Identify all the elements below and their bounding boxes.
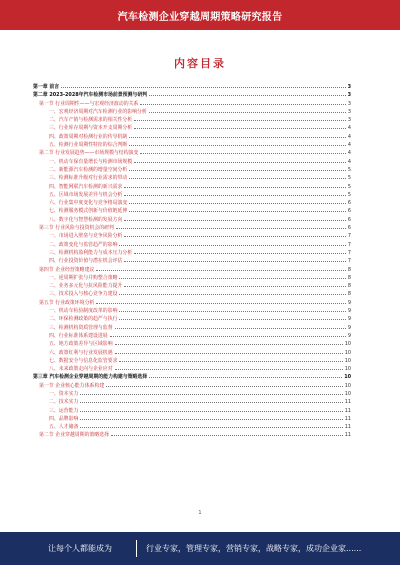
toc-leader-dots — [115, 348, 343, 354]
toc-entry[interactable] — [33, 107, 351, 115]
toc-leader-dots — [119, 356, 342, 362]
toc-entry[interactable] — [33, 90, 351, 98]
toc-entry-label: 一、逆周期扩张与并购整合策略 — [49, 274, 118, 281]
toc-leader-dots — [124, 215, 346, 221]
toc-entry-label: 第一章 前言 — [33, 84, 60, 90]
toc-entry[interactable] — [33, 430, 351, 438]
toc-leader-dots — [124, 256, 346, 262]
toc-entry-page: 9 — [347, 324, 351, 331]
toc-entry-label: 二、政策变化与监管趋严的影响 — [49, 241, 118, 248]
toc-entry[interactable] — [33, 289, 351, 297]
report-header-bar — [0, 0, 400, 30]
toc-entry-label: 三、检测机构资质管理与监督 — [49, 324, 113, 331]
toc-entry-page: 9 — [347, 299, 351, 306]
toc-entry-page: 7 — [347, 258, 351, 265]
toc-entry-label: 四、品牌影响 — [49, 415, 79, 422]
toc-entry-label: 二、环保检测政策的趋严与执行 — [49, 316, 118, 323]
toc-leader-dots — [129, 140, 346, 146]
toc-entry[interactable] — [33, 273, 351, 281]
toc-entry-page: 8 — [347, 283, 351, 290]
toc-entry-page: 11 — [344, 407, 351, 414]
toc-entry[interactable] — [33, 356, 351, 364]
toc-entry-page: 8 — [347, 274, 351, 281]
toc-entry[interactable] — [33, 372, 351, 380]
toc-entry-label: 第三章 汽车检测企业穿越周期的能力构建与策略选择 — [33, 374, 148, 381]
toc-entry[interactable] — [33, 140, 351, 148]
toc-entry-label: 六、政策红利与行业发展机遇 — [49, 349, 113, 356]
toc-entry-page: 4 — [347, 125, 351, 132]
toc-entry-label: 五、检测行业周期性特征的综合判断 — [49, 142, 128, 149]
toc-entry-page: 8 — [347, 291, 351, 298]
toc-entry-label: 六、行业集中度变化与竞争格局演变 — [49, 200, 128, 207]
toc-entry-page: 10 — [344, 357, 351, 364]
toc-leader-dots — [149, 90, 345, 96]
toc-leader-dots — [134, 123, 346, 129]
toc-leader-dots — [80, 406, 342, 412]
toc-leader-dots — [115, 323, 346, 329]
toc-entry[interactable] — [33, 331, 351, 339]
toc-entry-label: 四、智能网联汽车检测的新兴需求 — [49, 183, 123, 190]
toc-entry-label: 第四节 企业经营策略建议 — [39, 266, 95, 273]
toc-entry-page: 5 — [347, 183, 351, 190]
toc-entry[interactable] — [33, 298, 351, 306]
toc-entry[interactable] — [33, 348, 351, 356]
toc-leader-dots — [80, 422, 342, 428]
toc-entry-label: 第一节 行业周期性——与宏观经济波动的关系 — [39, 100, 139, 107]
toc-entry[interactable] — [33, 323, 351, 331]
toc-leader-dots — [80, 397, 342, 403]
toc-entry[interactable] — [33, 389, 351, 397]
toc-entry-page: 11 — [344, 415, 351, 422]
toc-entry-page: 6 — [347, 216, 351, 223]
toc-entry-page: 8 — [347, 266, 351, 273]
footer-divider — [136, 540, 137, 557]
toc-entry[interactable] — [33, 99, 351, 107]
toc-entry-label: 一、机动车保有量增长与检测市场规模 — [49, 158, 133, 165]
toc-entry-label: 第一节 企业核心能力体系构建 — [39, 382, 105, 389]
toc-entry-page: 3 — [347, 108, 351, 115]
toc-entry-label: 一、市场进入壁垒与竞争风险分析 — [49, 233, 123, 240]
toc-entry[interactable] — [33, 148, 351, 156]
toc-leader-dots — [129, 132, 346, 138]
toc-entry[interactable] — [33, 381, 351, 389]
toc-entry-label: 三、行业库存周期与资本开支周期分析 — [49, 125, 133, 132]
toc-leader-dots — [124, 231, 346, 237]
toc-entry-label: 四、政策周期对检测行业的传导机制 — [49, 133, 128, 140]
toc-leader-dots — [149, 372, 342, 378]
toc-entry[interactable] — [33, 339, 351, 347]
toc-entry-label: 一、宏观经济周期对汽车检测行业的影响分析 — [49, 108, 147, 115]
toc-leader-dots — [119, 306, 345, 312]
toc-leader-dots — [129, 206, 346, 212]
toc-entry-label: 四、行业投资价值与潜在机会评估 — [49, 258, 123, 265]
toc-entry-label: 八、数字化与智慧检测的发展方向 — [49, 216, 123, 223]
toc-entry-page: 3 — [347, 117, 351, 124]
toc-entry-label: 一、机动车检验制度改革的影响 — [49, 308, 118, 315]
toc-entry[interactable] — [33, 223, 351, 231]
toc-entry[interactable] — [33, 206, 351, 214]
toc-entry[interactable] — [33, 215, 351, 223]
toc-entry-label: 二、汽车产销与检测需求的相关性分析 — [49, 117, 133, 124]
toc-entry[interactable] — [33, 422, 351, 430]
toc-entry[interactable] — [33, 314, 351, 322]
toc-entry-label: 三、技术投入与核心竞争力建设 — [49, 291, 118, 298]
toc-entry-page: 3 — [347, 92, 351, 99]
toc-entry-page: 10 — [344, 341, 351, 348]
toc-entry-label: 五、人才储备 — [49, 424, 79, 431]
toc-entry[interactable] — [33, 182, 351, 190]
toc-leader-dots — [119, 240, 345, 246]
report-title: 汽车检测企业穿越周期策略研究报告 — [117, 12, 283, 23]
toc-leader-dots — [61, 82, 345, 88]
toc-entry-page: 7 — [347, 233, 351, 240]
toc-entry-label: 第二章 2023-2028年汽车检测市场前景预测与研判 — [33, 92, 148, 99]
toc-leader-dots — [80, 414, 342, 420]
toc-entry-label: 第三节 行业风险与投资机会的研判 — [39, 225, 114, 232]
toc-entry-page: 10 — [344, 366, 351, 373]
toc-entry-label: 第五节 行业政策环境分析 — [39, 299, 95, 306]
toc-entry-label: 三、运营能力 — [49, 407, 79, 414]
toc-leader-dots — [134, 248, 346, 254]
toc-entry[interactable] — [33, 414, 351, 422]
footer-bar — [0, 532, 400, 565]
toc-entry-label: 五、地方政策差异与区域影响 — [49, 341, 113, 348]
toc-leader-dots — [140, 99, 346, 105]
toc-leader-dots — [129, 198, 346, 204]
toc-entry-page: 11 — [344, 399, 351, 406]
toc-entry-label: 五、区域市场发展差异与机会分析 — [49, 191, 123, 198]
toc-entry-label: 第二节 行业发展趋势——市场规模与结构演变 — [39, 150, 139, 157]
toc-leader-dots — [119, 289, 345, 295]
toc-entry-label: 二、新能源汽车检测的增量空间分析 — [49, 166, 128, 173]
toc-entry[interactable] — [33, 198, 351, 206]
toc-leader-dots — [129, 173, 346, 179]
toc-entry-page: 6 — [347, 208, 351, 215]
toc-leader-dots — [124, 190, 346, 196]
toc-entry-page: 4 — [347, 133, 351, 140]
toc-leader-dots — [96, 298, 346, 304]
toc-entry-page: 3 — [347, 84, 351, 90]
toc-leader-dots — [119, 314, 345, 320]
toc-leader-dots — [106, 381, 343, 387]
toc-entry-label: 第二节 企业穿越周期的策略选择 — [39, 432, 110, 439]
toc-entry[interactable] — [33, 132, 351, 140]
toc-leader-dots — [129, 165, 346, 171]
toc-leader-dots — [149, 107, 346, 113]
toc-leader-dots — [96, 265, 346, 271]
toc-leader-dots — [140, 148, 346, 154]
toc-entry[interactable] — [33, 115, 351, 123]
toc-entry-page: 4 — [347, 142, 351, 149]
toc-leader-dots — [110, 331, 346, 337]
toc-entry[interactable] — [33, 248, 351, 256]
toc-entry-page: 6 — [347, 225, 351, 232]
table-of-contents — [33, 82, 351, 439]
toc-leader-dots — [80, 389, 342, 395]
toc-entry-label: 二、技术实力 — [49, 399, 79, 406]
toc-entry-page: 5 — [347, 191, 351, 198]
toc-leader-dots — [124, 281, 346, 287]
toc-entry-page: 10 — [344, 382, 351, 389]
toc-entry[interactable] — [33, 397, 351, 405]
toc-leader-dots — [116, 223, 346, 229]
toc-entry-page: 10 — [344, 349, 351, 356]
toc-entry-page: 11 — [344, 424, 351, 431]
toc-entry-label: 三、检测机构盈利能力与成本压力分析 — [49, 249, 133, 256]
toc-entry-page: 10 — [344, 390, 351, 397]
toc-entry-label: 一、资本实力 — [49, 390, 79, 397]
toc-entry-page: 7 — [347, 249, 351, 256]
toc-entry[interactable] — [33, 231, 351, 239]
toc-entry[interactable] — [33, 406, 351, 414]
toc-entry[interactable] — [33, 190, 351, 198]
toc-entry[interactable] — [33, 256, 351, 264]
toc-leader-dots — [115, 364, 343, 370]
toc-heading: 内容目录 — [174, 57, 226, 70]
toc-entry-page: 7 — [347, 241, 351, 248]
toc-entry-page: 9 — [347, 308, 351, 315]
toc-entry[interactable] — [33, 173, 351, 181]
toc-entry-page: 4 — [347, 150, 351, 157]
toc-entry[interactable] — [33, 265, 351, 273]
toc-entry[interactable] — [33, 165, 351, 173]
toc-entry-label: 八、未来政策走向与企业应对 — [49, 366, 113, 373]
toc-entry[interactable] — [33, 364, 351, 372]
toc-leader-dots — [134, 115, 346, 121]
footer-tagline: 行业专家，管理专家，营销专家，战略专家，成功企业家...... — [146, 544, 362, 553]
toc-entry-label: 三、检测标准升级对行业需求的带动 — [49, 175, 128, 182]
toc-entry-label: 二、业务多元化与抗风险能力提升 — [49, 283, 123, 290]
toc-entry[interactable] — [33, 157, 351, 165]
toc-entry-page: 9 — [347, 316, 351, 323]
toc-entry-page: 5 — [347, 175, 351, 182]
toc-entry-page: 4 — [347, 158, 351, 165]
toc-entry-page: 5 — [347, 166, 351, 173]
toc-leader-dots — [111, 430, 343, 436]
toc-entry-label: 七、数据安全与信息化监管要求 — [49, 357, 118, 364]
toc-entry-page: 3 — [347, 100, 351, 107]
footer-slogan: 让每个人都能成为 — [48, 544, 112, 553]
toc-entry-page: 6 — [347, 200, 351, 207]
toc-entry-label: 七、检测服务模式创新与价值链延伸 — [49, 208, 128, 215]
toc-entry[interactable] — [33, 82, 351, 90]
toc-entry[interactable] — [33, 123, 351, 131]
toc-entry-page: 11 — [344, 432, 351, 439]
toc-leader-dots — [134, 157, 346, 163]
toc-entry-page: 10 — [344, 374, 351, 381]
toc-entry[interactable] — [33, 306, 351, 314]
toc-leader-dots — [115, 339, 343, 345]
toc-entry-label: 四、行业标准体系建设进展 — [49, 332, 108, 339]
toc-entry[interactable] — [33, 281, 351, 289]
toc-leader-dots — [119, 273, 345, 279]
toc-leader-dots — [124, 182, 346, 188]
toc-entry[interactable] — [33, 240, 351, 248]
page-number: 1 — [198, 510, 202, 516]
toc-entry-page: 9 — [347, 332, 351, 339]
